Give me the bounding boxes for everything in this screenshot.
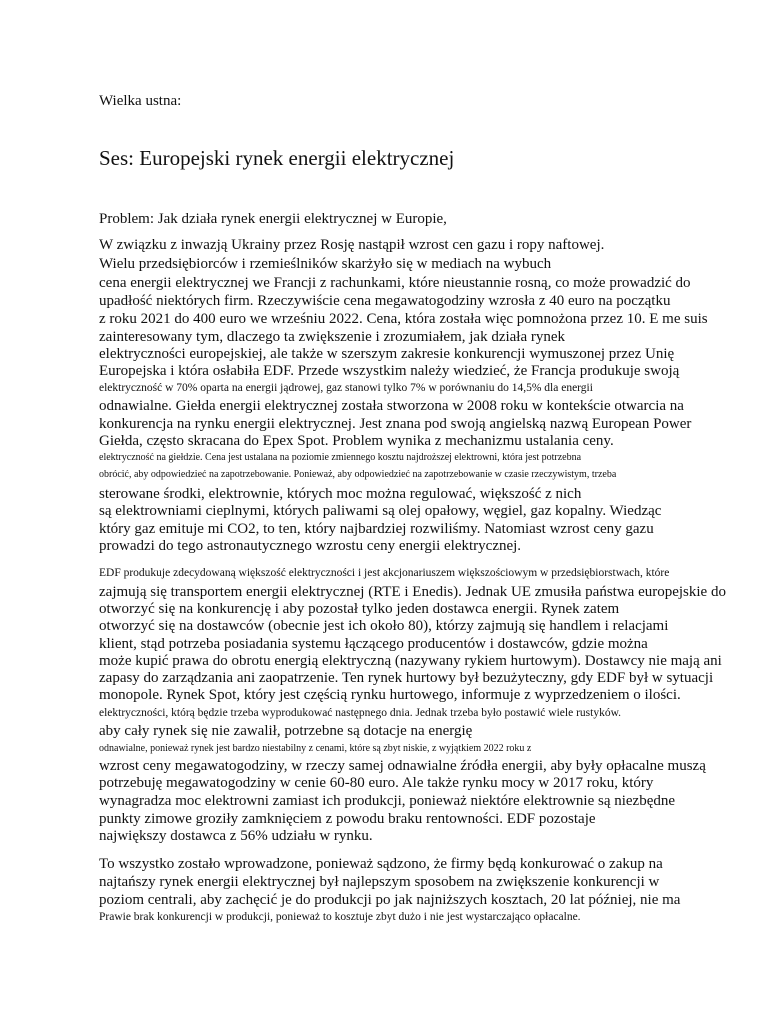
- para1-line: odnawialne. Giełda energii elektrycznej została stworzona w 2008 roku w kontekście otwarcia na: [99, 398, 684, 414]
- para2-line: EDF produkuje zdecydowaną większość elektryczności i jest akcjonariuszem większościowym w przedsiębiorstwach, które: [99, 567, 670, 579]
- para3-line: poziom centrali, aby zachęcić je do produkcji po jak najniższych kosztach, 20 lat później, nie ma: [99, 892, 681, 908]
- para2-line: zapasy do zarządzania ani zaopatrzenie. Ten rynek hurtowy był bezużyteczny, gdy EDF był w sytuacji: [99, 670, 714, 686]
- para2-line: zajmują się transportem energii elektrycznej (RTE i Enedis). Jednak UE zmusiła państwa europejskie do: [99, 584, 726, 600]
- para1-line: upadłość niektórych firm. Rzeczywiście cena megawatogodziny wzrosła z 40 euro na początku: [99, 293, 671, 309]
- para2-line: punkty zimowe groziły zamknięciem z powodu braku rentowności. EDF pozostaje: [99, 811, 596, 827]
- para1-line: z roku 2021 do 400 euro we wrześniu 2022. Cena, która została więc pomnożona przez 10. E me suis: [99, 311, 708, 327]
- para1-line: Giełda, często skracana do Epex Spot. Problem wynika z mechanizmu ustalania ceny.: [99, 433, 614, 449]
- para1-line: elektryczność w 70% oparta na energii jądrowej, gaz stanowi tylko 7% w porównaniu do 14,5% dla energii: [99, 382, 593, 394]
- para1-line: który gaz emituje mi CO2, to ten, który najbardziej rozwiliśmy. Natomiast wzrost ceny gazu: [99, 521, 654, 537]
- header-text: Wielka ustna:: [99, 93, 182, 109]
- para1-line: zainteresowany tym, dlaczego ta zwiększenie i zrozumiałem, jak działa rynek: [99, 329, 566, 345]
- para3-line: najtańszy rynek energii elektrycznej był najlepszym sposobem na zwiększenie konkurencji w: [99, 874, 660, 890]
- para1-line: elektryczności europejskiej, ale także w szerszym zakresie konkurencji wymuszonej przez Unię: [99, 346, 675, 362]
- para1-line: sterowane środki, elektrownie, których moc można regulować, większość z nich: [99, 486, 582, 502]
- para2-line: wynagradza moc elektrowni zamiast ich produkcji, ponieważ niektóre elektrownie są niezbędne: [99, 793, 676, 809]
- para3-line: To wszystko zostało wprowadzone, ponieważ sądzono, że firmy będą konkurować o zakup na: [99, 856, 663, 872]
- para1-line: cena energii elektrycznej we Francji z rachunkami, które nieustannie rosną, co może prowadzić do: [99, 275, 691, 291]
- para3-line: Prawie brak konkurencji w produkcji, ponieważ to kosztuje zbyt dużo i nie jest wystarczająco opłacalne.: [99, 911, 581, 923]
- para2-line: największy dostawca z 56% udziału w rynku.: [99, 828, 373, 844]
- para1-line: Wielu przedsiębiorców i rzemieślników skarżyło się w mediach na wybuch: [99, 256, 552, 272]
- para1-line: W związku z inwazją Ukrainy przez Rosję nastąpił wzrost cen gazu i ropy naftowej.: [99, 237, 605, 253]
- problem-statement: Problem: Jak działa rynek energii elektrycznej w Europie,: [99, 211, 447, 227]
- para2-line: odnawialne, ponieważ rynek jest bardzo niestabilny z cenami, które są zbyt niskie, z wyjątkiem 2022 roku z: [99, 743, 532, 754]
- para2-line: klient, stąd potrzeba posiadania systemu łączącego producentów i dostawców, gdzie można: [99, 636, 648, 652]
- para1-line: Europejska i która osłabiła EDF. Przede wszystkim należy wiedzieć, że Francja produkuje swoją: [99, 363, 680, 379]
- para1-line: obrócić, aby odpowiedzieć na zapotrzebowanie. Ponieważ, aby odpowiedzieć na zapotrzebowanie w czasie rzeczywistym, trzeba: [99, 469, 617, 480]
- para2-line: aby cały rynek się nie zawalił, potrzebne są dotacje na energię: [99, 723, 473, 739]
- para2-line: może kupić prawa do obrotu energią elektryczną (nazywany rykiem hurtowym). Dostawcy nie mają ani: [99, 653, 722, 669]
- para2-line: otworzyć się na konkurencję i aby pozostał tylko jeden dostawca energii. Rynek zatem: [99, 601, 620, 617]
- para2-line: potrzebuję megawatogodziny w cenie 60-80 euro. Ale także rynku mocy w 2017 roku, który: [99, 775, 654, 791]
- para1-line: konkurencja na rynku energii elektrycznej. Jest znana pod swoją angielską nazwą European Power: [99, 416, 692, 432]
- para2-line: otworzyć się na dostawców (obecnie jest ich około 80), którzy zajmują się handlem i relacjami: [99, 618, 669, 634]
- para2-line: elektryczności, którą będzie trzeba wyprodukować następnego dnia. Jednak trzeba było postawić wiele rustyków.: [99, 707, 621, 719]
- para1-line: prowadzi do tego astronautycznego wzrostu ceny energii elektrycznej.: [99, 538, 522, 554]
- para1-line: są elektrowniami cieplnymi, których paliwami są olej opałowy, węgiel, gaz kopalny. Wiedząc: [99, 503, 662, 519]
- para1-line: elektryczność na giełdzie. Cena jest ustalana na poziomie zmiennego kosztu najdroższej elektrowni, która jest potrzebna: [99, 452, 582, 463]
- para2-line: wzrost ceny megawatogodziny, w rzeczy samej odnawialne źródła energii, aby były opłacalne muszą: [99, 758, 706, 774]
- page-title: Ses: Europejski rynek energii elektrycznej: [99, 146, 455, 170]
- para2-line: monopole. Rynek Spot, który jest częścią rynku hurtowego, informuje z wyprzedzeniem o ilości.: [99, 687, 681, 703]
